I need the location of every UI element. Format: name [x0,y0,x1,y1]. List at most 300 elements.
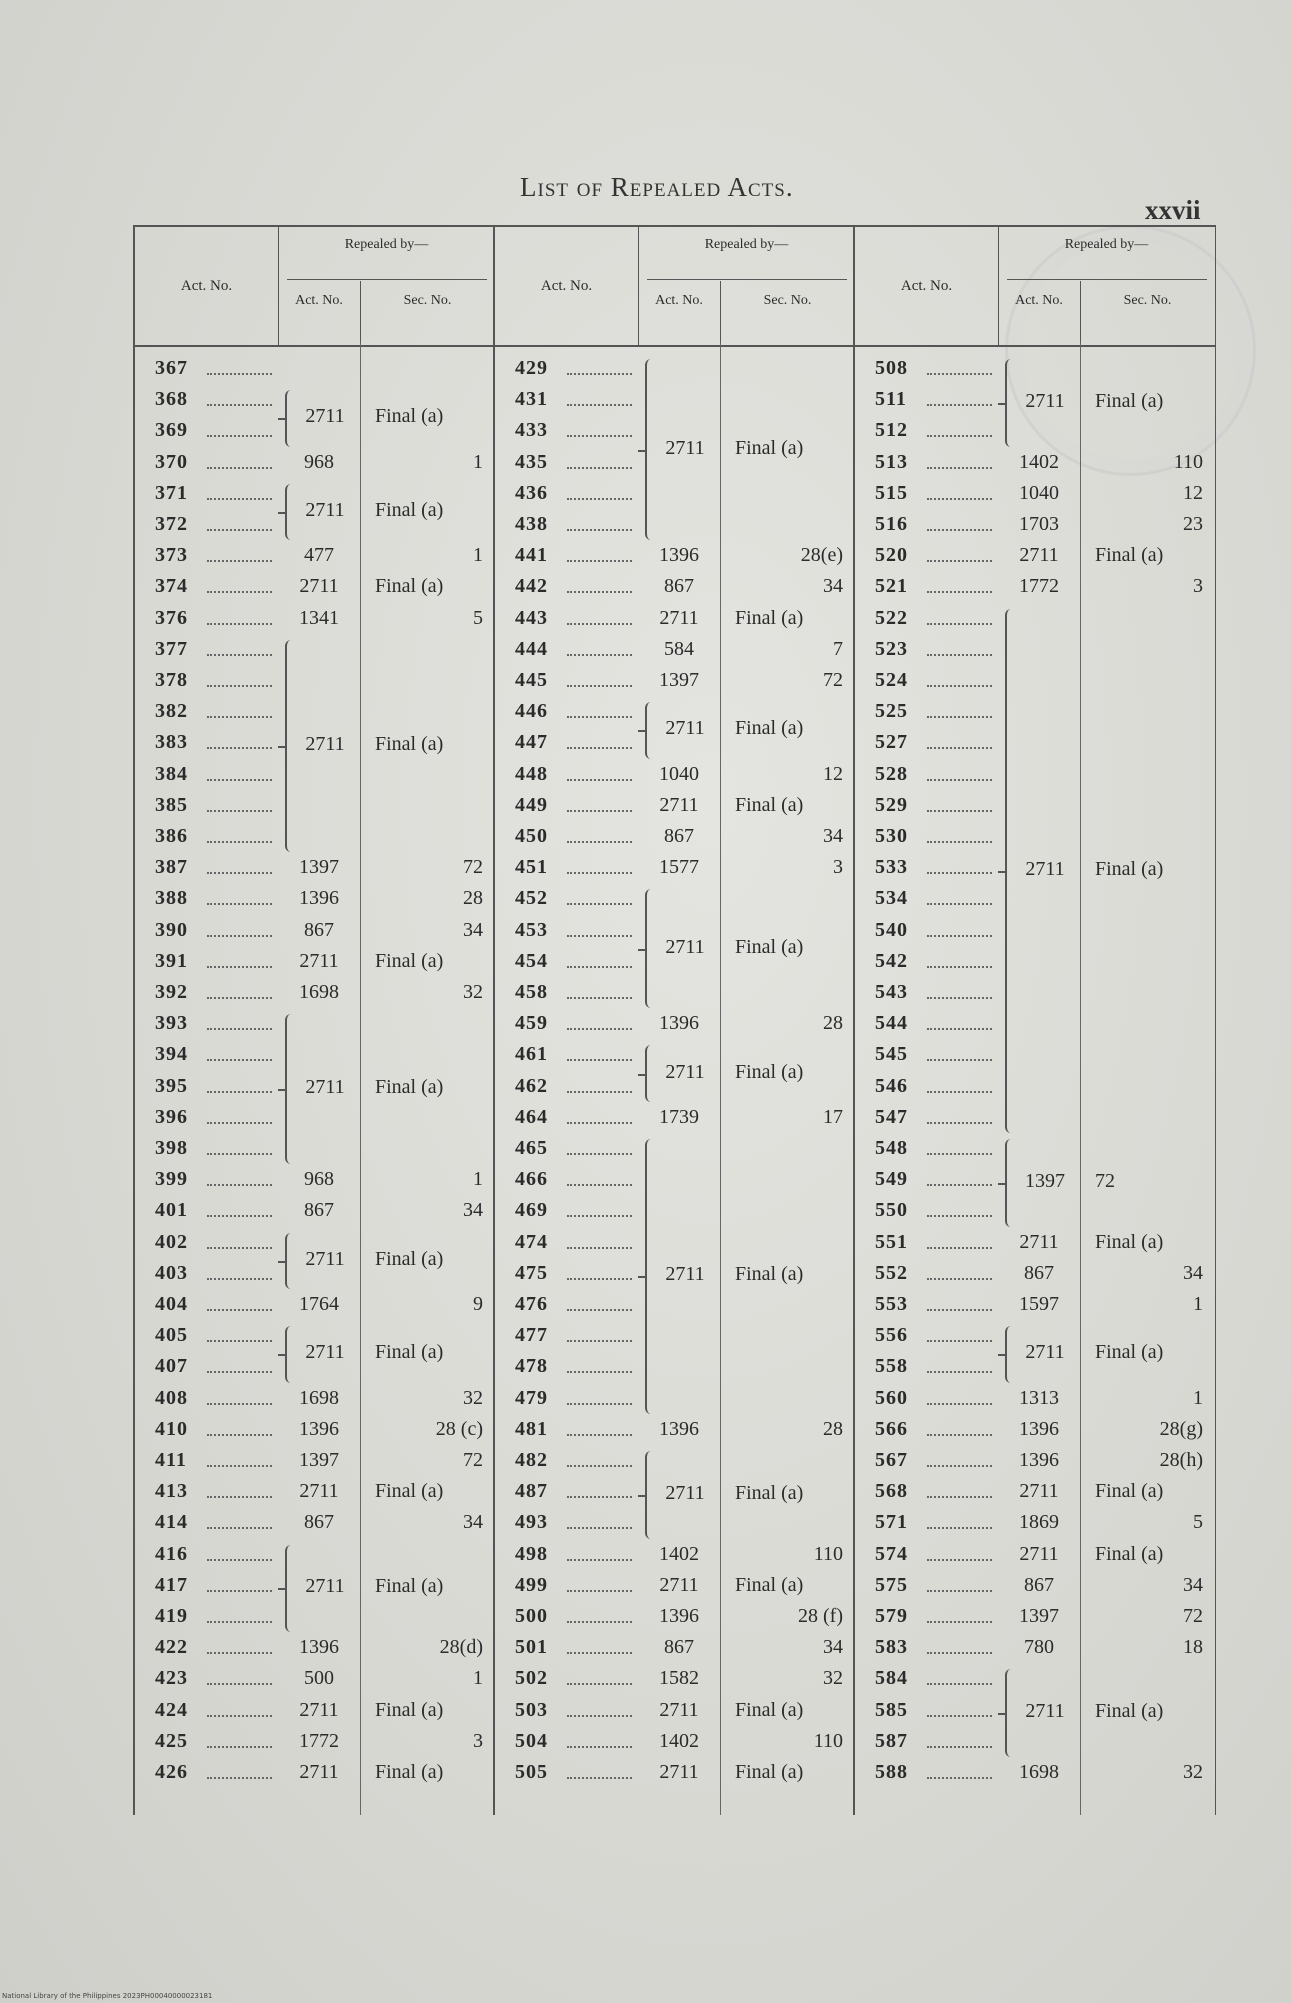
dot-leader [567,997,632,999]
section-number: 34 [823,575,843,598]
repealing-act-number: 1341 [299,606,339,629]
dot-leader [207,1559,272,1561]
act-number: 458 [515,981,548,1003]
act-number: 482 [515,1449,548,1471]
repealing-act-number: 1698 [299,981,339,1003]
act-number: 499 [515,1573,548,1596]
repealing-act-number: 1698 [299,1386,339,1409]
repealed-acts-table [133,225,1213,1815]
table-row [135,607,495,639]
act-number: 487 [515,1480,548,1503]
act-number: 552 [875,1261,908,1284]
header-subdivider [720,281,721,345]
dot-leader [567,1403,632,1405]
act-number: 511 [875,388,907,411]
section-number: Final (a) [375,575,444,598]
table-row [855,1231,1215,1263]
act-number: 566 [875,1417,908,1440]
table-row [495,1293,855,1325]
act-number: 386 [155,825,188,847]
table-row [495,1511,855,1543]
column-header [855,225,1215,347]
act-number: 388 [155,887,188,910]
table-row [855,607,1215,639]
act-number: 528 [875,762,908,785]
header-divider [1007,279,1207,280]
act-number: 524 [875,669,908,691]
dot-leader [567,435,632,437]
dot-leader [927,903,992,905]
dot-leader [927,997,992,999]
table-row [495,607,855,639]
dot-leader [567,1527,632,1529]
repealing-act-number: 1040 [659,762,699,785]
act-number: 530 [875,825,908,847]
act-number: 423 [155,1667,188,1690]
act-number: 367 [155,357,188,379]
act-number: 556 [875,1324,908,1347]
section-number: 3 [833,856,843,879]
dot-leader [927,591,992,593]
table-row [495,1168,855,1200]
table-row [495,388,855,420]
table-row [135,1480,495,1512]
table-row [495,1543,855,1575]
group-section-number: Final (a) [1095,1341,1164,1364]
table-row [135,1012,495,1044]
table-row [855,1449,1215,1481]
dot-leader [207,1777,272,1779]
section-number: 12 [1183,481,1203,504]
section-number: 34 [463,1511,483,1534]
repealing-act-number: 2711 [299,1480,339,1503]
group-repealing-act-number: 1397 [1025,1169,1065,1192]
table-row [495,669,855,701]
group-repealing-act-number: 2711 [665,1263,705,1286]
repealing-act-number: 2711 [299,575,339,598]
table-row [855,1075,1215,1107]
dot-leader [207,810,272,812]
act-number: 504 [515,1729,548,1752]
table-row [495,794,855,826]
repealing-act-number: 2711 [1019,544,1059,567]
section-number: 7 [833,637,843,660]
group-repealing-act-number: 2711 [1025,1341,1065,1364]
dot-leader [567,716,632,718]
repealing-act-number: 2711 [659,606,699,629]
table-row [495,1574,855,1606]
table-row [495,1106,855,1138]
dot-leader [207,779,272,781]
dot-leader [207,1153,272,1155]
repealing-act-number: 1402 [659,1729,699,1752]
section-number: 12 [823,762,843,785]
dot-leader [207,997,272,999]
sec-no-header: Sec. No. [403,293,452,308]
page-title: List of Repealed Acts. [520,172,794,202]
table-row [135,1137,495,1169]
repealing-act-number: 1402 [1019,450,1059,473]
dot-leader [207,1683,272,1685]
act-number: 479 [515,1386,548,1409]
act-number: 449 [515,793,548,816]
table-row [855,1387,1215,1419]
dot-leader [207,872,272,874]
table-row [495,1761,855,1793]
section-number: 28(h) [1159,1449,1203,1471]
act-number: 442 [515,575,548,598]
dot-leader [567,903,632,905]
dot-leader [927,1122,992,1124]
act-number: 410 [155,1417,188,1440]
group-section-number: Final (a) [735,935,804,958]
group-section-number: Final (a) [1095,857,1164,880]
dot-leader [927,654,992,656]
dot-leader [567,1215,632,1217]
header-subdivider [360,281,361,345]
act-number: 579 [875,1605,908,1627]
dot-leader [927,779,992,781]
section-number: 72 [1183,1605,1203,1627]
dot-leader [207,529,272,531]
table-row [855,1730,1215,1762]
section-number: 23 [1183,513,1203,535]
repealing-act-no-header: Act. No. [295,293,343,308]
dot-leader [927,841,992,843]
table-row [855,1418,1215,1450]
section-number: 32 [823,1667,843,1690]
dot-leader [927,747,992,749]
act-number: 575 [875,1573,908,1596]
act-number: 438 [515,513,548,535]
act-number: 378 [155,669,188,691]
repealing-act-number: 1396 [299,1636,339,1659]
table-row [135,1543,495,1575]
group-repealing-act-number: 2711 [665,1060,705,1083]
dot-leader [927,1527,992,1529]
dot-leader [927,685,992,687]
dot-leader [927,935,992,937]
dot-leader [207,1215,272,1217]
act-number: 546 [875,1074,908,1097]
repealing-act-number: 1397 [1019,1605,1059,1627]
repealing-act-number: 2711 [299,1761,339,1783]
act-number: 446 [515,700,548,723]
act-number: 447 [515,731,548,754]
dot-leader [927,623,992,625]
section-number: 1 [473,450,483,473]
table-row [855,1511,1215,1543]
table-row [135,1730,495,1762]
table-row [855,357,1215,389]
section-number: Final (a) [735,1573,804,1596]
act-number: 396 [155,1105,188,1128]
dot-leader [207,1028,272,1030]
dot-leader [207,1122,272,1124]
act-number: 461 [515,1043,548,1066]
act-number: 543 [875,981,908,1003]
dot-leader [207,841,272,843]
table-row [495,981,855,1013]
act-number: 441 [515,544,548,567]
group-section-number: Final (a) [735,1263,804,1286]
table-row [495,575,855,607]
dot-leader [207,1309,272,1311]
repealing-act-number: 1313 [1019,1386,1059,1409]
act-number: 568 [875,1480,908,1503]
act-number: 392 [155,981,188,1003]
act-number: 433 [515,419,548,442]
dot-leader [207,1465,272,1467]
dot-leader [567,935,632,937]
dot-leader [567,1777,632,1779]
dot-leader [207,373,272,375]
table-row [135,1511,495,1543]
act-number: 547 [875,1105,908,1128]
table-row [495,1137,855,1169]
act-number: 505 [515,1761,548,1783]
group-repealing-act-number: 2711 [665,935,705,958]
dot-leader [207,685,272,687]
section-number: 1 [473,1667,483,1690]
section-number: Final (a) [375,949,444,972]
table-row [495,357,855,389]
header-subdivider [1080,281,1081,345]
act-number: 513 [875,450,908,473]
dot-leader [927,1247,992,1249]
table-row [855,700,1215,732]
act-number: 382 [155,700,188,723]
table-row [135,1199,495,1231]
table-row [495,513,855,545]
act-number: 545 [875,1043,908,1066]
act-number: 529 [875,793,908,816]
table-row [495,1199,855,1231]
dot-leader [207,716,272,718]
group-repealing-act-number: 2711 [305,1076,345,1099]
act-number: 525 [875,700,908,723]
dot-leader [927,1496,992,1498]
table-row [855,1262,1215,1294]
repealing-act-number: 1869 [1019,1511,1059,1534]
dot-leader [567,1184,632,1186]
section-number: 28(e) [800,544,843,567]
dot-leader [207,966,272,968]
repealing-act-number: 1597 [1019,1293,1059,1315]
dot-leader [567,1340,632,1342]
table-row [855,451,1215,483]
act-number: 516 [875,513,908,535]
table-row [855,794,1215,826]
repealing-act-number: 867 [664,1636,694,1659]
table-row [495,763,855,795]
repealing-act-number: 867 [304,918,334,941]
table-row [855,981,1215,1013]
act-number: 383 [155,731,188,754]
dot-leader [567,591,632,593]
group-repealing-act-number: 2711 [305,1247,345,1270]
repealing-act-number: 1397 [299,1449,339,1471]
section-number: 72 [463,1449,483,1471]
dot-leader [207,1247,272,1249]
section-number: 32 [463,981,483,1003]
table-row [495,1667,855,1699]
table-row [855,1137,1215,1169]
dot-leader [567,529,632,531]
dot-leader [567,1715,632,1717]
act-number: 403 [155,1261,188,1284]
table-row [135,669,495,701]
table-row [495,856,855,888]
table-row [855,1667,1215,1699]
group-section-number: Final (a) [375,1575,444,1598]
dot-leader [927,1715,992,1717]
act-number: 377 [155,637,188,660]
dot-leader [567,810,632,812]
dot-leader [927,560,992,562]
act-number: 558 [875,1355,908,1378]
section-number: 5 [1193,1511,1203,1534]
act-number: 501 [515,1636,548,1659]
dot-leader [567,1496,632,1498]
dot-leader [927,966,992,968]
table-row [135,357,495,389]
act-number: 369 [155,419,188,442]
table-row [495,1355,855,1387]
table-row [135,1605,495,1637]
act-number: 583 [875,1636,908,1659]
repealing-act-number: 1396 [1019,1449,1059,1471]
act-number: 475 [515,1261,548,1284]
act-number: 393 [155,1012,188,1035]
table-row [135,763,495,795]
table-row [855,1199,1215,1231]
section-number: 32 [463,1386,483,1409]
repealing-act-number: 500 [304,1667,334,1690]
dot-leader [927,716,992,718]
dot-leader [567,1746,632,1748]
repealing-act-number: 1739 [659,1105,699,1128]
act-number: 544 [875,1012,908,1035]
dot-leader [207,1403,272,1405]
dot-leader [927,1621,992,1623]
act-number: 503 [515,1698,548,1721]
act-number: 540 [875,918,908,941]
group-repealing-act-number: 2711 [665,436,705,459]
repealing-act-number: 2711 [1019,1230,1059,1253]
table-row [855,669,1215,701]
act-number: 422 [155,1636,188,1659]
act-number: 401 [155,1199,188,1222]
header-divider [647,279,847,280]
dot-leader [927,1777,992,1779]
dot-leader [207,435,272,437]
repealing-act-number: 1577 [659,856,699,879]
section-number: 3 [473,1729,483,1752]
table-row [855,731,1215,763]
dot-leader [927,1028,992,1030]
dot-leader [927,872,992,874]
section-number: Final (a) [735,606,804,629]
repealing-act-number: 1397 [659,669,699,691]
act-number: 534 [875,887,908,910]
section-number: 5 [473,606,483,629]
table-row [855,1574,1215,1606]
act-number: 459 [515,1012,548,1035]
table-row [495,1324,855,1356]
act-number: 451 [515,856,548,879]
repealing-act-number: 2711 [299,1698,339,1721]
repealing-act-number: 2711 [1019,1542,1059,1565]
dot-leader [927,435,992,437]
repealing-act-number: 867 [304,1511,334,1534]
repealing-act-number: 780 [1024,1636,1054,1659]
dot-leader [207,623,272,625]
act-number: 474 [515,1230,548,1253]
act-number: 549 [875,1168,908,1191]
act-number: 376 [155,606,188,629]
act-number: 498 [515,1542,548,1565]
page-number: xxvii [1145,195,1201,225]
dot-leader [567,1247,632,1249]
dot-leader [207,560,272,562]
act-number: 567 [875,1449,908,1471]
repealing-act-number: 1698 [1019,1761,1059,1783]
act-number: 587 [875,1729,908,1752]
dot-leader [927,810,992,812]
dot-leader [567,560,632,562]
act-number: 390 [155,918,188,941]
section-number: 3 [1193,575,1203,598]
section-number: 72 [823,669,843,691]
act-number: 588 [875,1761,908,1783]
repealed-by-header: Repealed by— [344,237,429,252]
table-row [495,1418,855,1450]
header-divider [287,279,487,280]
section-number: 34 [1183,1261,1203,1284]
section-number: 1 [473,544,483,567]
table-row [495,638,855,670]
dot-leader [927,467,992,469]
repealing-act-number: 968 [304,450,334,473]
repealing-act-number: 2711 [659,1573,699,1596]
section-number: 28 (c) [435,1417,483,1440]
repealing-act-number: 1396 [1019,1417,1059,1440]
act-number: 584 [875,1667,908,1690]
act-number: 374 [155,575,188,598]
act-number: 571 [875,1511,908,1534]
dot-leader [207,1371,272,1373]
act-number: 522 [875,606,908,629]
dot-leader [207,498,272,500]
dot-leader [927,1590,992,1592]
table-row [135,919,495,951]
repealing-act-number: 1396 [299,887,339,910]
dot-leader [567,1122,632,1124]
repealed-by-header: Repealed by— [704,237,789,252]
dot-leader [207,1652,272,1654]
table-row [855,887,1215,919]
act-number: 368 [155,388,188,411]
act-number: 405 [155,1324,188,1347]
dot-leader [567,1652,632,1654]
table-row [855,825,1215,857]
act-number: 477 [515,1324,548,1347]
dot-leader [207,1184,272,1186]
dot-leader [207,1059,272,1061]
dot-leader [927,1059,992,1061]
group-repealing-act-number: 2711 [305,1575,345,1598]
